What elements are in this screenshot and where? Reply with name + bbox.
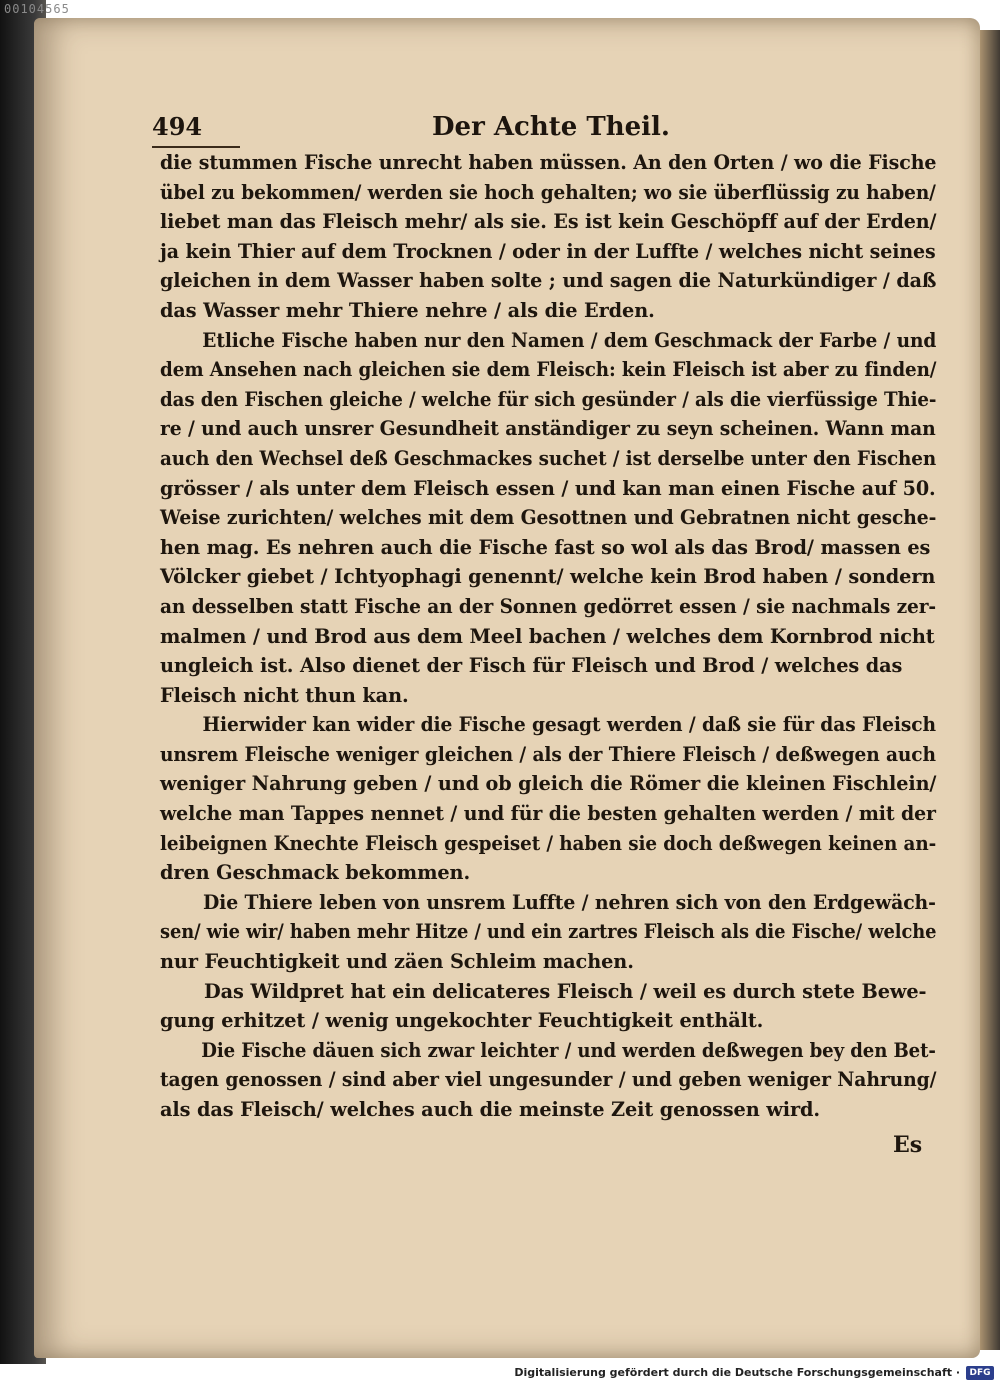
text-line: leibeignen Knechte Fleisch gespeiset / haben sie doch deßwegen keinen an- bbox=[160, 831, 937, 855]
text-line: ungleich ist. Also dienet der Fisch für Fleisch und Brod / welches das bbox=[160, 654, 903, 678]
text-line: Die Fische däuen sich zwar leichter / und werden deßwegen bey den Bet- bbox=[201, 1038, 936, 1062]
text-line: re / und auch unsrer Gesundheit anständiger zu seyn scheinen. Wann man bbox=[160, 417, 936, 441]
text-line: gleichen in dem Wasser haben solte ; und sagen die Naturkündiger / daß bbox=[160, 269, 937, 293]
dfg-logo-icon: DFG bbox=[966, 1366, 994, 1380]
spine-identifier: 00104565 bbox=[4, 2, 70, 16]
text-line: die stummen Fische unrecht haben müssen. An den Orten / wo die Fische bbox=[160, 151, 937, 174]
text-line: hen mag. Es nehren auch die Fische fast so wol als das Brod/ massen es bbox=[160, 535, 931, 559]
text-line: dem Ansehen nach gleichen sie dem Fleisch: kein Fleisch ist aber zu finden/ bbox=[160, 358, 937, 382]
text-line: Weise zurichten/ welches mit dem Gesottnen und Gebratnen nicht gesche- bbox=[160, 506, 937, 530]
funding-credit: Digitalisierung gefördert durch die Deutsche Forschungsgemeinschaft · bbox=[514, 1366, 960, 1379]
text-line: nur Feuchtigkeit und zäen Schleim machen. bbox=[160, 950, 634, 974]
text-line: tagen genossen / sind aber viel ungesunder / und geben weniger Nahrung/ bbox=[160, 1068, 937, 1092]
text-line: weniger Nahrung geben / und ob gleich die Römer die kleinen Fischlein/ bbox=[160, 772, 937, 796]
text-line: unsrem Fleische weniger gleichen / als der Thiere Fleisch / deßwegen auch bbox=[160, 742, 936, 766]
text-line: sen/ wie wir/ haben mehr Hitze / und ein zartres Fleisch als die Fische/ welche bbox=[160, 920, 937, 944]
text-line: das den Fischen gleiche / welche für sich gesünder / als die vierfüssige Thie- bbox=[160, 387, 937, 411]
text-line: Völcker giebet / Ichtyophagi genennt/ welche kein Brod haben / sondern bbox=[160, 565, 936, 589]
text-line: gung erhitzet / wenig ungekochter Feuchtigkeit enthält. bbox=[160, 1009, 764, 1033]
text-line: dren Geschmack bekommen. bbox=[160, 861, 471, 885]
text-line: als das Fleisch/ welches auch die meinste Zeit genossen wird. bbox=[160, 1098, 821, 1121]
catchword: Es bbox=[893, 1132, 923, 1158]
text-line: übel zu bekommen/ werden sie hoch gehalten; wo sie überflüssig zu haben/ bbox=[160, 180, 936, 204]
page-header bbox=[152, 112, 932, 152]
text-line: Etliche Fische haben nur den Namen / dem Geschmack der Farbe / und bbox=[202, 328, 937, 352]
text-line: auch den Wechsel deß Geschmackes suchet / ist derselbe unter den Fischen bbox=[160, 446, 937, 470]
footer-bar bbox=[0, 1364, 1000, 1384]
text-line: Fleisch nicht thun kan. bbox=[160, 683, 409, 707]
text-line: das Wasser mehr Thiere nehre / als die Erden. bbox=[160, 298, 655, 322]
text-line: grösser / als unter dem Fleisch essen / und kan man einen Fische auf 50. bbox=[160, 476, 936, 500]
text-line: ja kein Thier auf dem Trocknen / oder in der Luffte / welches nicht seines bbox=[160, 239, 936, 263]
text-line: Das Wildpret hat ein delicateres Fleisch / weil es durch stete Bewe- bbox=[204, 979, 927, 1003]
running-title: Der Achte Theil. bbox=[432, 112, 670, 142]
text-line: Hierwider kan wider die Fische gesagt werden / daß sie für das Fleisch bbox=[202, 713, 936, 737]
text-line: liebet man das Fleisch mehr/ als sie. Es ist kein Geschöpff auf der Erden/ bbox=[160, 210, 937, 234]
text-line: malmen / und Brod aus dem Meel bachen / welches dem Kornbrod nicht bbox=[160, 624, 935, 648]
text-line: an desselben statt Fische an der Sonnen gedörret essen / sie nachmals zer- bbox=[160, 594, 937, 618]
body-text bbox=[160, 148, 938, 1125]
text-line: Die Thiere leben von unsrem Luffte / nehren sich von den Erdgewäch- bbox=[202, 890, 936, 914]
text-line: welche man Tappes nennet / und für die besten gehalten werden / mit der bbox=[160, 802, 936, 826]
page-number: 494 bbox=[152, 112, 203, 141]
